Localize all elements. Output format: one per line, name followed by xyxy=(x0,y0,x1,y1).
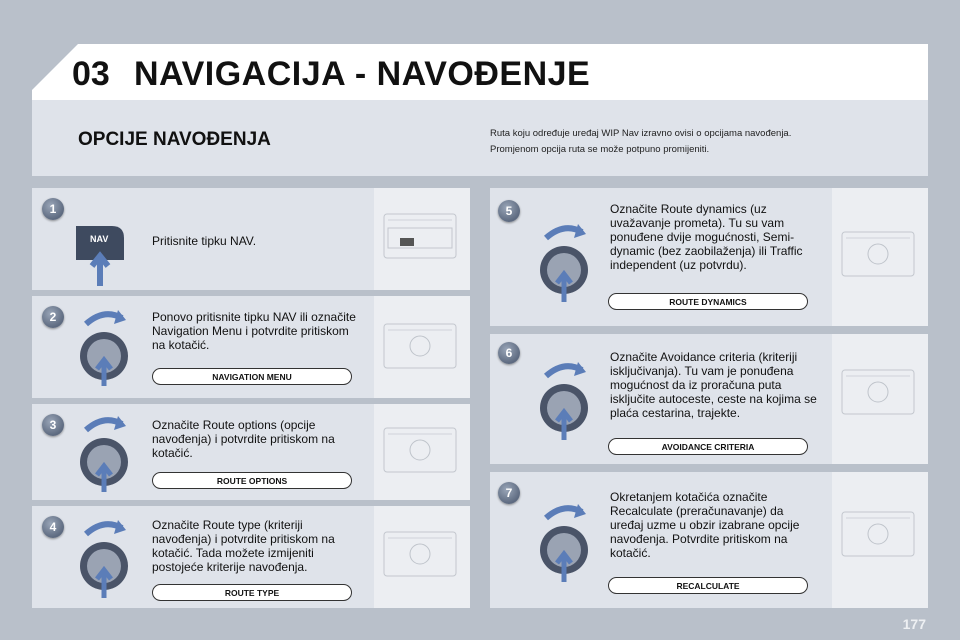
menu-pill-recalculate: RECALCULATE xyxy=(608,577,808,594)
rotary-knob-icon xyxy=(74,412,134,494)
step-4-badge: 4 xyxy=(42,516,64,538)
section-intro xyxy=(490,126,910,158)
radio-unit-icon xyxy=(378,316,462,376)
step-7-badge: 7 xyxy=(498,482,520,504)
menu-pill-navigation-menu: NAVIGATION MENU xyxy=(152,368,352,385)
step-6-badge: 6 xyxy=(498,342,520,364)
radio-unit-icon xyxy=(836,362,920,422)
radio-unit-icon xyxy=(836,504,920,564)
step-4-text: Označite Route type (kriteriji navođenja) i potvrdite pritiskom na kotačić. Tada možete izmijeniti postojeće kriterije navođenja. xyxy=(152,518,335,574)
step-7-text: Okretanjem kotačića označite Recalculate (preračunavanje) da uređaj uzme u obzir izabrane opcije navođenja. Potvrdite pritiskom na kotačić. xyxy=(610,490,800,560)
radio-unit-icon xyxy=(378,524,462,584)
rotary-knob-icon xyxy=(534,500,594,584)
step-5-text: Označite Route dynamics (uz uvažavanje prometa). Tu su vam ponuđene dvije mogućnosti, Semi-dynamic (bez zaobilaženja) ili Traffic independent (uz potvrdu). xyxy=(610,202,803,272)
step-5-badge: 5 xyxy=(498,200,520,222)
step-3-text: Označite Route options (opcije navođenja) i potvrdite pritiskom na kotačić. xyxy=(152,418,335,460)
nav-button-label: NAV xyxy=(90,234,109,244)
section-title: OPCIJE NAVOĐENJA xyxy=(78,129,271,150)
step-3-badge: 3 xyxy=(42,414,64,436)
rotary-knob-icon xyxy=(74,306,134,388)
step-2-badge: 2 xyxy=(42,306,64,328)
page-title: NAVIGACIJA - NAVOĐENJE xyxy=(134,55,591,93)
chapter-number: 03 xyxy=(72,55,110,93)
nav-button-icon xyxy=(70,220,130,286)
radio-unit-icon xyxy=(378,206,462,266)
intro-line-1: Ruta koju određuje uređaj WIP Nav izravno ovisi o opcijama navođenja. xyxy=(490,128,792,139)
rotary-knob-icon xyxy=(534,358,594,442)
page-number: 177 xyxy=(902,616,926,632)
step-6-text: Označite Avoidance criteria (kriteriji isključivanja). Tu vam je ponuđena mogućnost da iz proračuna puta isključite autoceste, ceste na kojima se plaća cestarina, trajekte. xyxy=(610,350,817,420)
intro-line-2: Promjenom opcija ruta se može potpuno promijeniti. xyxy=(490,144,710,155)
rotary-knob-icon xyxy=(74,516,134,600)
menu-pill-route-dynamics: ROUTE DYNAMICS xyxy=(608,293,808,310)
step-1-text: Pritisnite tipku NAV. xyxy=(152,234,257,248)
rotary-knob-icon xyxy=(534,220,594,304)
menu-pill-route-options: ROUTE OPTIONS xyxy=(152,472,352,489)
radio-unit-icon xyxy=(378,420,462,480)
menu-pill-avoidance-criteria: AVOIDANCE CRITERIA xyxy=(608,438,808,455)
menu-pill-route-type: ROUTE TYPE xyxy=(152,584,352,601)
step-1-badge: 1 xyxy=(42,198,64,220)
step-2-text: Ponovo pritisnite tipku NAV ili označite Navigation Menu i potvrdite pritiskom na kotačić. xyxy=(152,310,356,352)
radio-unit-icon xyxy=(836,224,920,284)
